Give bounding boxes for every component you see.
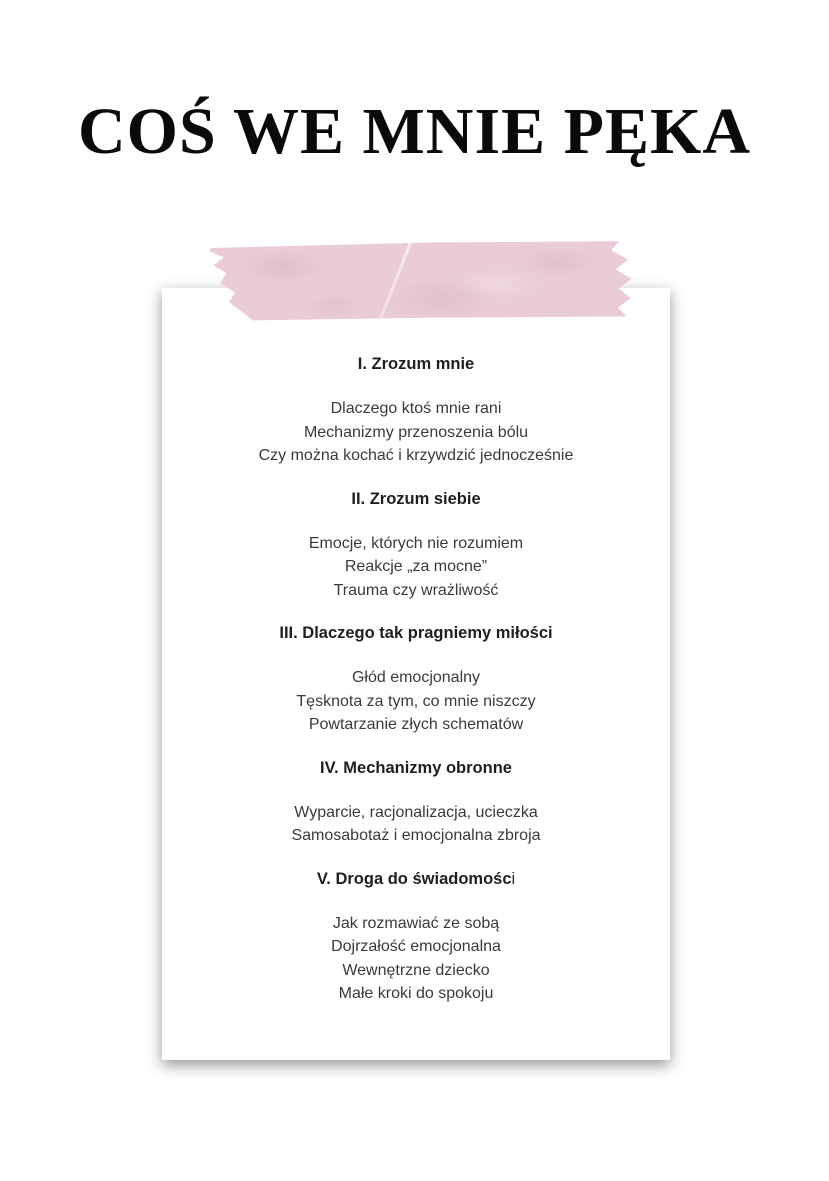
toc-item: Małe kroki do spokoju [338,985,494,1002]
section-heading [162,756,670,780]
table-of-contents [162,352,670,1025]
toc-item: Jak rozmawiać ze sobą [332,914,500,932]
section-heading [162,621,670,645]
toc-item: Mechanizmy przenoszenia bólu [303,423,529,441]
section-heading-bold: I. Zrozum mnie [357,355,475,373]
washi-tape [205,239,636,323]
toc-item: Tęsknota za tym, co mnie niszczy [296,692,536,710]
section-heading [162,352,670,376]
toc-section [162,621,670,737]
toc-section [162,756,670,848]
toc-item: Samosabotaż i emocjonalna zbroja [291,827,541,844]
toc-item: Dlaczego ktoś mnie rani [330,400,502,417]
paper-card [162,288,670,1060]
toc-item: Powtarzanie złych schematów [308,716,524,733]
toc-section [162,487,670,603]
section-heading-bold: V. Droga do świadomośc [316,869,512,888]
toc-item: Głód emocjonalny [351,669,481,686]
toc-item: Dojrzałość emocjonalna [331,938,501,955]
toc-item: Reakcje „za mocne” [344,558,488,575]
section-heading-bold: IV. Mechanizmy obronne [320,758,512,777]
toc-item: Wewnętrzne dziecko [342,961,490,979]
section-heading-bold: II. Zrozum siebie [351,489,481,508]
toc-item: Emocje, których nie rozumiem [308,534,524,552]
toc-item: Trauma czy wrażliwość [333,581,499,599]
section-heading [162,487,670,511]
toc-section [162,867,670,1006]
section-heading-tail: i [511,869,516,888]
toc-section [162,352,670,468]
toc-item: Wyparcie, racjonalizacja, ucieczka [294,803,538,821]
page-title: COŚ WE MNIE PĘKA [77,95,752,168]
section-heading [162,867,670,891]
toc-item: Czy można kochać i krzywdzić jednocześnie [258,447,574,464]
section-heading-bold: III. Dlaczego tak pragniemy miłości [279,624,553,642]
tape-crease [376,235,415,328]
